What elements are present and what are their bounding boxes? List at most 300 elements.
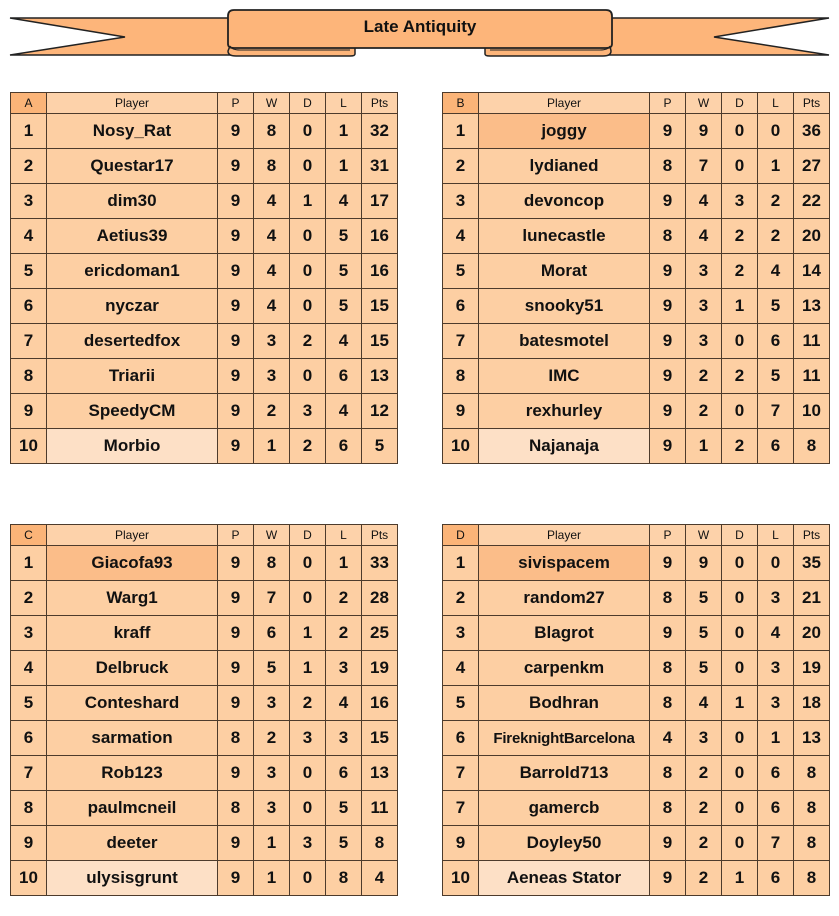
losses-cell: 6: [326, 756, 362, 791]
position-cell: 10: [11, 861, 47, 896]
table-row: [11, 616, 398, 651]
wins-cell: 1: [254, 861, 290, 896]
points-cell: 18: [794, 686, 830, 721]
wins-cell: 1: [254, 429, 290, 464]
wins-cell: 1: [254, 826, 290, 861]
points-cell: 11: [794, 324, 830, 359]
points-cell: 14: [794, 254, 830, 289]
losses-cell: 3: [758, 651, 794, 686]
draws-cell: 0: [722, 114, 758, 149]
draws-cell: 0: [290, 219, 326, 254]
table-row: [443, 651, 830, 686]
played-cell: 9: [218, 546, 254, 581]
losses-cell: 6: [758, 861, 794, 896]
table-row: [443, 394, 830, 429]
col-p-header: P: [650, 93, 686, 114]
col-w-header: W: [254, 93, 290, 114]
table-row: [443, 686, 830, 721]
wins-cell: 3: [254, 359, 290, 394]
col-player-header: Player: [479, 93, 650, 114]
wins-cell: 4: [254, 219, 290, 254]
losses-cell: 4: [326, 686, 362, 721]
played-cell: 9: [218, 289, 254, 324]
played-cell: 8: [650, 686, 686, 721]
played-cell: 9: [218, 114, 254, 149]
losses-cell: 2: [326, 581, 362, 616]
played-cell: 8: [218, 721, 254, 756]
played-cell: 9: [218, 429, 254, 464]
losses-cell: 1: [758, 721, 794, 756]
losses-cell: 0: [758, 546, 794, 581]
wins-cell: 3: [686, 289, 722, 324]
draws-cell: 1: [722, 686, 758, 721]
header-row: [443, 93, 830, 114]
wins-cell: 3: [686, 721, 722, 756]
group-label: D: [443, 525, 479, 546]
wins-cell: 2: [686, 861, 722, 896]
col-player-header: Player: [47, 525, 218, 546]
table-row: [443, 359, 830, 394]
table-row: [11, 324, 398, 359]
player-name-cell: IMC: [479, 359, 650, 394]
player-name-cell: Barrold713: [479, 756, 650, 791]
losses-cell: 6: [758, 429, 794, 464]
table-row: [11, 791, 398, 826]
col-d-header: D: [722, 525, 758, 546]
wins-cell: 3: [254, 324, 290, 359]
col-p-header: P: [218, 525, 254, 546]
played-cell: 9: [650, 861, 686, 896]
col-d-header: D: [290, 525, 326, 546]
played-cell: 9: [218, 254, 254, 289]
losses-cell: 5: [326, 289, 362, 324]
wins-cell: 5: [686, 651, 722, 686]
losses-cell: 5: [758, 289, 794, 324]
table-row: [11, 359, 398, 394]
points-cell: 21: [794, 581, 830, 616]
losses-cell: 3: [326, 651, 362, 686]
points-cell: 8: [794, 861, 830, 896]
position-cell: 9: [443, 826, 479, 861]
points-cell: 11: [794, 359, 830, 394]
draws-cell: 3: [290, 826, 326, 861]
wins-cell: 4: [254, 289, 290, 324]
losses-cell: 5: [758, 359, 794, 394]
player-name-cell: Aeneas Stator: [479, 861, 650, 896]
position-cell: 8: [11, 359, 47, 394]
played-cell: 9: [218, 826, 254, 861]
wins-cell: 9: [686, 114, 722, 149]
draws-cell: 0: [722, 149, 758, 184]
table-row: [11, 721, 398, 756]
draws-cell: 3: [722, 184, 758, 219]
draws-cell: 0: [722, 826, 758, 861]
played-cell: 8: [650, 651, 686, 686]
wins-cell: 4: [254, 254, 290, 289]
col-l-header: L: [326, 93, 362, 114]
position-cell: 7: [443, 791, 479, 826]
draws-cell: 1: [722, 861, 758, 896]
table-row: [11, 429, 398, 464]
player-name-cell: SpeedyCM: [47, 394, 218, 429]
losses-cell: 1: [326, 546, 362, 581]
position-cell: 9: [11, 826, 47, 861]
position-cell: 9: [11, 394, 47, 429]
table-row: [443, 114, 830, 149]
played-cell: 8: [650, 149, 686, 184]
col-p-header: P: [218, 93, 254, 114]
col-w-header: W: [254, 525, 290, 546]
points-cell: 8: [794, 429, 830, 464]
draws-cell: 2: [722, 429, 758, 464]
player-name-cell: dim30: [47, 184, 218, 219]
table-row: [11, 114, 398, 149]
table-row: [11, 254, 398, 289]
played-cell: 9: [218, 149, 254, 184]
points-cell: 5: [362, 429, 398, 464]
draws-cell: 1: [290, 616, 326, 651]
position-cell: 3: [11, 184, 47, 219]
wins-cell: 2: [686, 359, 722, 394]
position-cell: 6: [11, 289, 47, 324]
wins-cell: 3: [254, 686, 290, 721]
group-label: B: [443, 93, 479, 114]
losses-cell: 5: [326, 791, 362, 826]
position-cell: 5: [11, 254, 47, 289]
wins-cell: 5: [686, 581, 722, 616]
played-cell: 8: [650, 791, 686, 826]
points-cell: 25: [362, 616, 398, 651]
losses-cell: 6: [758, 756, 794, 791]
played-cell: 9: [650, 184, 686, 219]
position-cell: 6: [443, 721, 479, 756]
position-cell: 6: [443, 289, 479, 324]
group-c-table: [10, 524, 398, 896]
position-cell: 8: [11, 791, 47, 826]
group-label: C: [11, 525, 47, 546]
losses-cell: 2: [758, 184, 794, 219]
col-pts-header: Pts: [362, 93, 398, 114]
player-name-cell: paulmcneil: [47, 791, 218, 826]
group-label: A: [11, 93, 47, 114]
group-a-table: [10, 92, 398, 464]
table-row: [443, 149, 830, 184]
player-name-cell: lunecastle: [479, 219, 650, 254]
position-cell: 2: [11, 581, 47, 616]
wins-cell: 1: [686, 429, 722, 464]
played-cell: 9: [650, 429, 686, 464]
table-row: [443, 861, 830, 896]
losses-cell: 4: [758, 254, 794, 289]
points-cell: 13: [794, 289, 830, 324]
losses-cell: 5: [326, 219, 362, 254]
wins-cell: 8: [254, 149, 290, 184]
points-cell: 8: [794, 756, 830, 791]
player-name-cell: gamercb: [479, 791, 650, 826]
table-row: [11, 826, 398, 861]
losses-cell: 1: [326, 149, 362, 184]
table-row: [11, 546, 398, 581]
draws-cell: 2: [290, 429, 326, 464]
draws-cell: 0: [290, 149, 326, 184]
losses-cell: 6: [326, 359, 362, 394]
losses-cell: 3: [326, 721, 362, 756]
draws-cell: 3: [290, 394, 326, 429]
player-name-cell: Conteshard: [47, 686, 218, 721]
position-cell: 5: [443, 254, 479, 289]
header-row: [11, 525, 398, 546]
wins-cell: 8: [254, 114, 290, 149]
wins-cell: 3: [254, 756, 290, 791]
played-cell: 8: [650, 756, 686, 791]
position-cell: 4: [443, 219, 479, 254]
col-pts-header: Pts: [794, 93, 830, 114]
table-row: [11, 184, 398, 219]
col-w-header: W: [686, 93, 722, 114]
played-cell: 9: [650, 114, 686, 149]
position-cell: 5: [11, 686, 47, 721]
played-cell: 9: [650, 324, 686, 359]
table-row: [11, 861, 398, 896]
points-cell: 19: [794, 651, 830, 686]
table-row: [443, 721, 830, 756]
col-player-header: Player: [479, 525, 650, 546]
wins-cell: 2: [686, 756, 722, 791]
position-cell: 7: [11, 324, 47, 359]
played-cell: 9: [218, 219, 254, 254]
position-cell: 10: [11, 429, 47, 464]
wins-cell: 2: [254, 721, 290, 756]
player-name-cell: joggy: [479, 114, 650, 149]
draws-cell: 2: [290, 686, 326, 721]
group-d-table: [442, 524, 830, 896]
page-title: Late Antiquity: [363, 17, 477, 36]
player-name-cell: rexhurley: [479, 394, 650, 429]
player-name-cell: Doyley50: [479, 826, 650, 861]
draws-cell: 0: [722, 651, 758, 686]
points-cell: 28: [362, 581, 398, 616]
player-name-cell: Najanaja: [479, 429, 650, 464]
table-row: [11, 756, 398, 791]
played-cell: 9: [650, 359, 686, 394]
col-d-header: D: [290, 93, 326, 114]
player-name-cell: ulysisgrunt: [47, 861, 218, 896]
col-l-header: L: [758, 93, 794, 114]
position-cell: 1: [11, 114, 47, 149]
player-name-cell: desertedfox: [47, 324, 218, 359]
player-name-cell: nyczar: [47, 289, 218, 324]
points-cell: 8: [794, 791, 830, 826]
wins-cell: 5: [686, 616, 722, 651]
points-cell: 15: [362, 721, 398, 756]
player-name-cell: Bodhran: [479, 686, 650, 721]
losses-cell: 1: [326, 114, 362, 149]
table-row: [443, 324, 830, 359]
table-row: [443, 219, 830, 254]
played-cell: 9: [650, 546, 686, 581]
losses-cell: 6: [326, 429, 362, 464]
draws-cell: 0: [722, 394, 758, 429]
played-cell: 8: [650, 581, 686, 616]
player-name-cell: Delbruck: [47, 651, 218, 686]
position-cell: 7: [443, 324, 479, 359]
points-cell: 8: [794, 826, 830, 861]
position-cell: 8: [443, 359, 479, 394]
played-cell: 9: [218, 616, 254, 651]
col-d-header: D: [722, 93, 758, 114]
points-cell: 20: [794, 219, 830, 254]
draws-cell: 1: [290, 184, 326, 219]
player-name-cell: Morat: [479, 254, 650, 289]
losses-cell: 2: [758, 219, 794, 254]
player-name-cell: carpenkm: [479, 651, 650, 686]
losses-cell: 1: [758, 149, 794, 184]
wins-cell: 2: [686, 394, 722, 429]
played-cell: 9: [218, 184, 254, 219]
points-cell: 31: [362, 149, 398, 184]
position-cell: 5: [443, 686, 479, 721]
points-cell: 10: [794, 394, 830, 429]
player-name-cell: lydianed: [479, 149, 650, 184]
table-row: [443, 616, 830, 651]
draws-cell: 0: [722, 791, 758, 826]
table-row: [11, 651, 398, 686]
wins-cell: 4: [686, 219, 722, 254]
player-name-cell: Questar17: [47, 149, 218, 184]
table-row: [11, 289, 398, 324]
col-l-header: L: [326, 525, 362, 546]
table-row: [11, 394, 398, 429]
position-cell: 7: [443, 756, 479, 791]
losses-cell: 5: [326, 826, 362, 861]
col-p-header: P: [650, 525, 686, 546]
player-name-cell: devoncop: [479, 184, 650, 219]
points-cell: 35: [794, 546, 830, 581]
draws-cell: 2: [722, 219, 758, 254]
points-cell: 8: [362, 826, 398, 861]
table-row: [11, 219, 398, 254]
player-name-cell: ericdoman1: [47, 254, 218, 289]
player-name-cell: Nosy_Rat: [47, 114, 218, 149]
position-cell: 2: [443, 581, 479, 616]
table-row: [443, 429, 830, 464]
player-name-cell: batesmotel: [479, 324, 650, 359]
wins-cell: 3: [686, 254, 722, 289]
player-name-cell: Rob123: [47, 756, 218, 791]
col-player-header: Player: [47, 93, 218, 114]
position-cell: 4: [11, 219, 47, 254]
points-cell: 15: [362, 289, 398, 324]
player-name-cell: random27: [479, 581, 650, 616]
points-cell: 22: [794, 184, 830, 219]
wins-cell: 2: [686, 826, 722, 861]
draws-cell: 0: [290, 114, 326, 149]
losses-cell: 5: [326, 254, 362, 289]
header-row: [11, 93, 398, 114]
player-name-cell: Aetius39: [47, 219, 218, 254]
col-l-header: L: [758, 525, 794, 546]
draws-cell: 2: [722, 359, 758, 394]
player-name-cell: FireknightBarcelona: [479, 721, 650, 756]
draws-cell: 0: [722, 324, 758, 359]
position-cell: 10: [443, 861, 479, 896]
table-row: [443, 791, 830, 826]
player-name-cell: Warg1: [47, 581, 218, 616]
losses-cell: 2: [326, 616, 362, 651]
table-row: [443, 254, 830, 289]
losses-cell: 3: [758, 581, 794, 616]
losses-cell: 3: [758, 686, 794, 721]
draws-cell: 3: [290, 721, 326, 756]
points-cell: 11: [362, 791, 398, 826]
losses-cell: 8: [326, 861, 362, 896]
wins-cell: 9: [686, 546, 722, 581]
points-cell: 27: [794, 149, 830, 184]
played-cell: 8: [650, 219, 686, 254]
played-cell: 9: [650, 289, 686, 324]
draws-cell: 0: [290, 581, 326, 616]
points-cell: 13: [794, 721, 830, 756]
points-cell: 16: [362, 254, 398, 289]
player-name-cell: deeter: [47, 826, 218, 861]
losses-cell: 0: [758, 114, 794, 149]
table-row: [443, 581, 830, 616]
table-row: [11, 149, 398, 184]
position-cell: 9: [443, 394, 479, 429]
position-cell: 2: [11, 149, 47, 184]
position-cell: 1: [443, 114, 479, 149]
points-cell: 16: [362, 219, 398, 254]
position-cell: 4: [11, 651, 47, 686]
losses-cell: 4: [326, 324, 362, 359]
wins-cell: 8: [254, 546, 290, 581]
player-name-cell: kraff: [47, 616, 218, 651]
table-row: [11, 581, 398, 616]
played-cell: 9: [218, 359, 254, 394]
draws-cell: 0: [290, 359, 326, 394]
table-row: [443, 546, 830, 581]
losses-cell: 6: [758, 324, 794, 359]
col-w-header: W: [686, 525, 722, 546]
position-cell: 3: [11, 616, 47, 651]
table-row: [11, 686, 398, 721]
wins-cell: 5: [254, 651, 290, 686]
played-cell: 9: [218, 651, 254, 686]
position-cell: 7: [11, 756, 47, 791]
played-cell: 9: [218, 861, 254, 896]
title-banner: [0, 0, 839, 62]
position-cell: 3: [443, 184, 479, 219]
points-cell: 15: [362, 324, 398, 359]
points-cell: 13: [362, 359, 398, 394]
played-cell: 9: [218, 324, 254, 359]
losses-cell: 4: [326, 184, 362, 219]
losses-cell: 6: [758, 791, 794, 826]
position-cell: 1: [11, 546, 47, 581]
player-name-cell: Blagrot: [479, 616, 650, 651]
points-cell: 4: [362, 861, 398, 896]
played-cell: 4: [650, 721, 686, 756]
player-name-cell: Morbio: [47, 429, 218, 464]
player-name-cell: sivispacem: [479, 546, 650, 581]
wins-cell: 2: [686, 791, 722, 826]
wins-cell: 4: [686, 686, 722, 721]
table-row: [443, 826, 830, 861]
wins-cell: 7: [254, 581, 290, 616]
wins-cell: 2: [254, 394, 290, 429]
draws-cell: 1: [722, 289, 758, 324]
points-cell: 33: [362, 546, 398, 581]
